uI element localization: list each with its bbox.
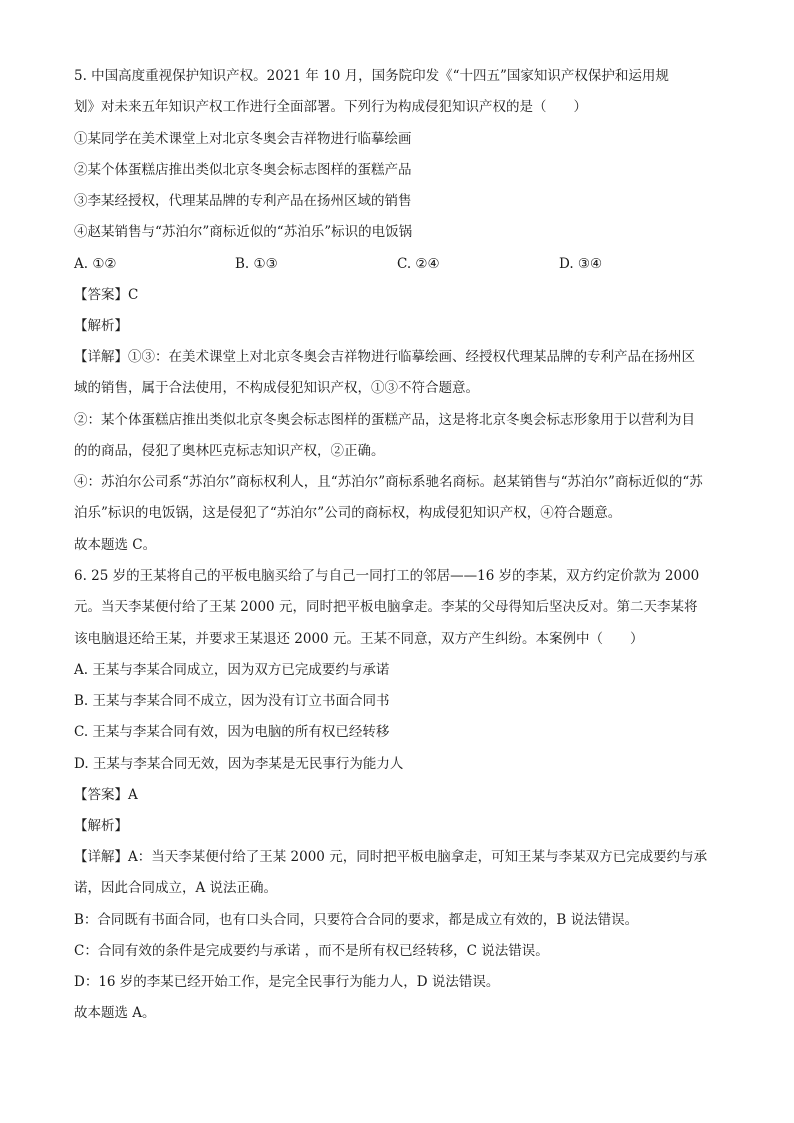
q6-detail-line-4: C：合同有效的条件是完成要约与承诺 ，而不是所有权已经转移，C 说法错误。 (74, 943, 549, 959)
q6-stem-line-2: 元。当天李某便付给了王某 2000 元，同时把平板电脑拿走。李某的父母得知后坚决反对。第二天李某将 (74, 599, 698, 615)
q5-option-d: D. ③④ (559, 256, 603, 272)
q5-detail-line-5: ④：苏泊尔公司系“苏泊尔”商标权利人，且“苏泊尔”商标系驰名商标。赵某销售与“苏泊尔”商标近似的“苏 (74, 474, 703, 490)
q6-option-c: C. 王某与李某合同有效，因为电脑的所有权已经转移 (74, 724, 390, 740)
q5-item-4: ④赵某销售与“苏泊尔”商标近似的“苏泊乐”标识的电饭锅 (74, 224, 413, 240)
q6-stem-line-1: 6. 25 岁的王某将自己的平板电脑买给了与自己一同打工的邻居——16 岁的李某，双方约定价款为 2000 (74, 568, 700, 584)
q5-answer: 【答案】C (74, 287, 139, 303)
q5-stem-line-1: 5. 中国高度重视保护知识产权。2021 年 10 月，国务院印发《“十四五”国家知识产权保护和运用规 (74, 68, 669, 84)
q5-detail-line-6: 泊乐”标识的电饭锅，这是侵犯了“苏泊尔”公司的商标权，构成侵犯知识产权，④符合题意。 (74, 505, 622, 521)
q6-answer: 【答案】A (74, 787, 138, 803)
q5-detail-line-7: 故本题选 C。 (74, 537, 157, 553)
q6-detail-line-1: 【详解】A：当天李某便付给了王某 2000 元，同时把平板电脑拿走，可知王某与李某双方已完成要约与承 (74, 849, 708, 865)
q5-item-3: ③李某经授权，代理某品牌的专利产品在扬州区域的销售 (74, 193, 412, 209)
q6-detail-line-2: 诺，因此合同成立，A 说法正确。 (74, 880, 278, 896)
q5-item-1: ①某同学在美术课堂上对北京冬奥会吉祥物进行临摹绘画 (74, 131, 412, 147)
q6-analysis-heading: 【解析】 (74, 818, 128, 834)
q6-detail-line-5: D：16 岁的李某已经开始工作，是完全民事行为能力人，D 说法错误。 (74, 974, 500, 990)
q5-option-a: A. ①② (74, 256, 117, 272)
q6-detail-line-3: B：合同既有书面合同，也有口头合同，只要符合合同的要求，都是成立有效的，B 说法错误。 (74, 912, 639, 928)
q6-option-d: D. 王某与李某合同无效，因为李某是无民事行为能力人 (74, 756, 404, 772)
q5-detail-line-2: 域的销售，属于合法使用，不构成侵犯知识产权，①③不符合题意。 (74, 380, 479, 396)
q5-option-b: B. ①③ (235, 256, 278, 272)
q5-stem-line-2: 划》对未来五年知识产权工作进行全面部署。下列行为构成侵犯知识产权的是（ ） (74, 99, 587, 115)
q6-detail-line-6: 故本题选 A。 (74, 1005, 156, 1021)
q5-detail-line-3: ②：某个体蛋糕店推出类似北京冬奥会标志图样的蛋糕产品，这是将北京冬奥会标志形象用于以营利为目 (74, 412, 695, 428)
q5-option-c: C. ②④ (397, 256, 440, 272)
q5-analysis-heading: 【解析】 (74, 318, 128, 334)
q5-detail-line-1: 【详解】①③：在美术课堂上对北京冬奥会吉祥物进行临摹绘画、经授权代理某品牌的专利产品在扬州区 (74, 349, 695, 365)
q6-option-b: B. 王某与李某合同不成立，因为没有订立书面合同书 (74, 693, 390, 709)
q5-item-2: ②某个体蛋糕店推出类似北京冬奥会标志图样的蛋糕产品 (74, 162, 412, 178)
q6-stem-line-3: 该电脑退还给王某，并要求王某退还 2000 元。王某不同意，双方产生纠纷。本案例中（ ） (74, 631, 644, 647)
q6-option-a: A. 王某与李某合同成立，因为双方已完成要约与承诺 (74, 662, 390, 678)
q5-detail-line-4: 的的商品，侵犯了奥林匹克标志知识产权，②正确。 (74, 443, 385, 459)
